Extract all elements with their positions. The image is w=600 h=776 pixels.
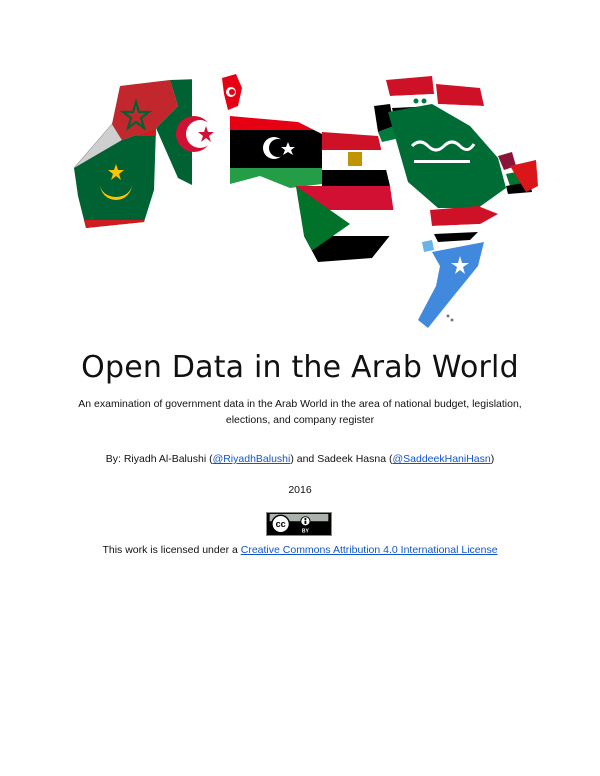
page-title: Open Data in the Arab World	[81, 350, 519, 385]
author1-twitter-link[interactable]: @RiyadhBalushi	[212, 453, 291, 465]
sudan-flag-region	[290, 182, 400, 266]
yemen-flag-region	[430, 206, 498, 242]
author2-twitter-link[interactable]: @SaddeekHaniHasn	[392, 453, 491, 465]
byline	[0, 453, 600, 465]
license-notice	[0, 544, 600, 556]
byline-suffix: )	[490, 453, 495, 465]
libya-flag-region	[228, 112, 328, 192]
djibouti-region	[422, 240, 434, 252]
license-prefix: This work is licensed under a	[102, 544, 241, 556]
arab-world-flag-map	[60, 66, 540, 336]
subtitle: An examination of government data in the Arab World in the area of national budget, legislation, elections, and company register	[78, 398, 522, 426]
license-link[interactable]: Creative Commons Attribution 4.0 International License	[240, 544, 498, 556]
byline-middle: ) and Sadeek Hasna (	[290, 453, 393, 465]
somalia-flag-region	[418, 242, 484, 328]
by-label: BY	[301, 528, 309, 535]
byline-prefix: By: Riyadh Al-Balushi (	[105, 453, 213, 465]
cc-by-badge[interactable]	[266, 512, 332, 536]
cc-glyph: cc	[275, 519, 286, 530]
publication-year: 2016	[288, 484, 312, 496]
